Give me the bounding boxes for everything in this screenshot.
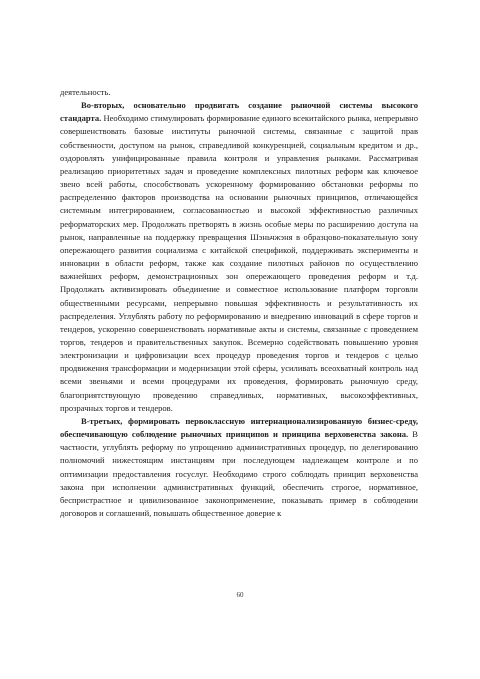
paragraph-text: В частности, углублять реформу по упрощению административных процедур, по делегированию полномочий нижестоящим инстанциям при последующем надлежащем контроле и по оптимизации предоставления госуслуг. Необходимо строго соблюдать принцип верховенства закона при исполнении административных функций, обеспечить строгое, нормативное, беспристрастное и цивилизованное законоприменение, показывать пример в соблюдении договоров и соглашений, повышать общественное доверие к [60, 429, 418, 518]
paragraph-heading: В-третьих, формировать первоклассную интернационализированную бизнес-среду, обеспечивающую соблюдение рыночных принципов и принципа верховенства закона. [60, 415, 418, 440]
paragraph-heading: Во-вторых, основательно продвигать создание рыночной системы высокого стандарта. [60, 100, 418, 124]
opening-line: деятельность. [60, 87, 111, 97]
paragraph-third-point [60, 415, 418, 520]
page-number: 60 [236, 591, 244, 599]
paragraph-text: Необходимо стимулировать формирование единого всекитайского рынка, непрерывно совершенствовать базовые институты рыночной системы, связанные с защитой прав собственности, доступом на рынок, справедливой конкуренцией, социальным кредитом и др., оздоровлять унифицированные правила контроля и управления рынками. Рассматривая реализацию приоритетных задач и проведение комплексных пилотных реформ как ключевое звено всей работы, способствовать ускоренному формированию обстановки реформы по распределению факторов производства на основании рыночных принципов, отличающейся системным интегрированием, согласованностью и высокой эффективностью различных реформаторских мер. Продолжать претворять в жизнь особые меры по расширению доступа на рынок, направленные на поддержку превращения Шэньчжэня в образцово-показательную зону опережающего развития социализма с китайской спецификой, поддерживать эксперименты и инновации в области реформ, также как создание пилотных районов по осуществлению важнейших реформ, демонстрационных зон опережающего проведения реформ и т.д. Продолжать активизировать объединение и совместное использование платформ торговли общественными ресурсами, непрерывно повышая эффективность и результативность их распределения. Углублять работу по реформированию и внедрению инноваций в сфере торгов и тендеров, ускоренно совершенствовать нормативные акты и системы, связанные с проведением торгов, тендеров и правительственных закупок. Всемерно содействовать повышению уровня электронизации и цифровизации всех процедур проведения торгов и тендеров с целью продвижения трансформации и модернизации этой сферы, усиливать всеохватный контроль над всеми звеньями и всеми процедурами их проведения, формировать рыночную среду, благоприятствующую проведению справедливых, нормативных, высокоэффективных, прозрачных торгов и тендеров. [60, 113, 418, 413]
paragraph-second-point [60, 99, 418, 415]
document-body [60, 86, 418, 520]
